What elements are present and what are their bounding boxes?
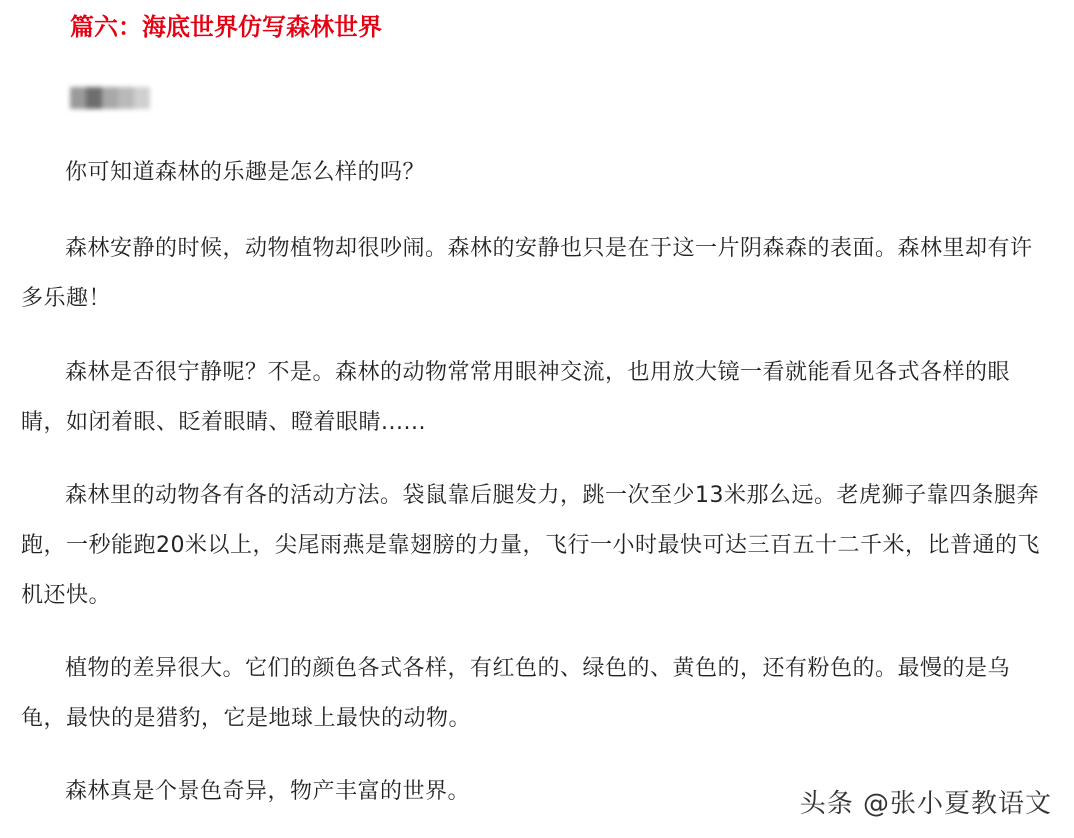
paragraph-3: 森林是否很宁静呢？不是。森林的动物常常用眼神交流，也用放大镜一看就能看见各式各样的眼睛，如闭着眼、眨着眼睛、瞪着眼睛...... bbox=[21, 360, 1011, 435]
paragraph-2: 森林安静的时候，动物植物却很吵闹。森林的安静也只是在于这一片阴森森的表面。森林里却有许多乐趣！ bbox=[21, 236, 1033, 311]
paragraph-4: 森林里的动物各有各的活动方法。袋鼠靠后腿发力，跳一次至少13米那么远。老虎狮子靠四条腿奔跑，一秒能跑20米以上，尖尾雨燕是靠翅膀的力量，飞行一小时最快可达三百五十二千米，比普通的飞机还快。 bbox=[21, 483, 1040, 608]
paragraph-5: 植物的差异很大。它们的颜色各式各样，有红色的、绿色的、黄色的，还有粉色的。最慢的是乌龟，最快的是猎豹，它是地球上最快的动物。 bbox=[21, 656, 1011, 731]
paragraph-1: 你可知道森林的乐趣是怎么样的吗？ bbox=[65, 160, 426, 185]
article-title: 篇六：海底世界仿写森林世界 bbox=[70, 13, 382, 41]
watermark: 头条 @张小夏教语文 bbox=[799, 789, 1052, 819]
blurred-author-name bbox=[70, 82, 150, 114]
paragraph-6: 森林真是个景色奇异，物产丰富的世界。 bbox=[65, 779, 471, 804]
